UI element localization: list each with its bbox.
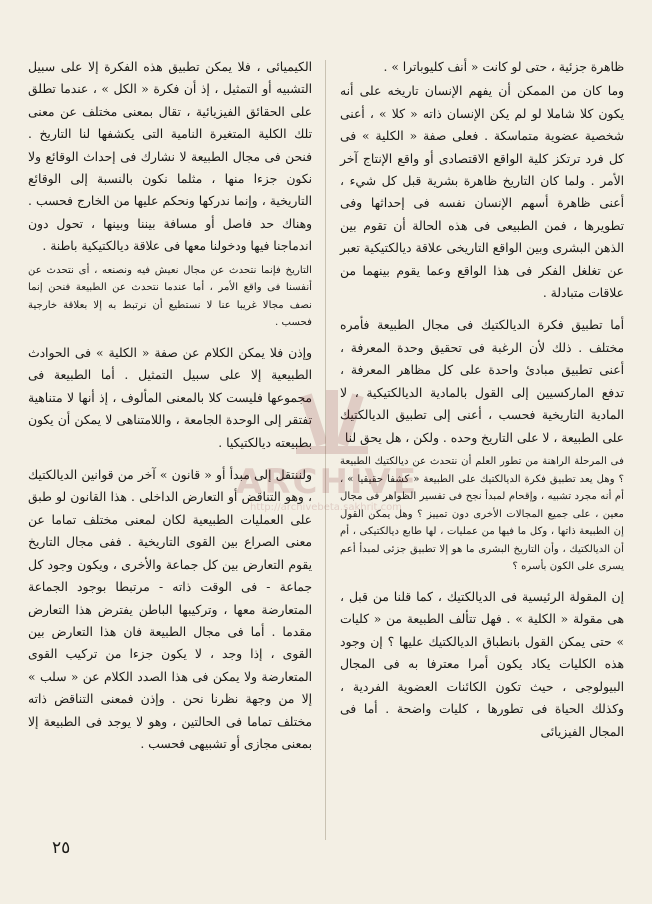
paragraph: أما تطبيق فكرة الديالكتيك فى مجال الطبيعة فأمره مختلف . ذلك لأن الرغبة فى تحقيق وحدة المعرفة ، أعنى تطبيق مبادئ واحدة على كل مظاهر المعرفة ، تدفع الماركسيين إلى القول بالمادية الديالكتيكية ، لا المادية التاريخية فحسب ، أعنى إلى تطبيق الديالكتيك على الطبيعة ، لا على التاريخ وحده . ولكن ، هل يحق لنا [340, 318, 624, 445]
right-column [340, 56, 624, 745]
paragraph: إن المقولة الرئيسية فى الديالكتيك ، كما قلنا من قبل ، هى مقولة « الكلية » . فهل تتألف الطبيعة من « كليات » حتى يمكن القول بانطباق الديالكتيك عليها ؟ إن وجود هذه الكليات يكاد يكون أمرا معترفا به فى المجال البيولوجى ، حيث تكون الكائنات العضوية الفردية ، وكذلك الحياة فى تطورها ، كليات واضحة . أما فى المجال الفيزيائى [340, 590, 624, 739]
footnote-paragraph: فى المرحلة الراهنة من تطور العلم أن نتحدث عن ديالكتيك الطبيعة ؟ وهل يعد تطبيق فكرة الديالكتيك على الطبيعة « كشفا حقيقيا » ، أم أنه مجرد تشبيه ، وإقحام لمبدأ نجح فى تفسير الظواهر فى مجال معين ، على جميع المجالات الأخرى دون تمييز ؟ وهل يمكن القول إن الطبيعة ذاتها ، وكل ما فيها من عمليات ، لها طابع ديالكتيكى ، أم أن الديالكتيك ، وأن التاريخ البشرى ما هو إلا تطبيق جزئى لمبدأ أعم يسرى على الكون بأسره ؟ [340, 455, 624, 573]
left-column [28, 56, 312, 757]
paragraph: ظاهرة جزئية ، حتى لو كانت « أنف كليوباترا » . [383, 60, 624, 74]
column-divider [325, 60, 326, 840]
paragraph: الكيميائى ، فلا يمكن تطبيق هذه الفكرة إلا على سبيل التشبيه أو التمثيل ، إذ أن فكرة « الكل » ، عندما تطلق على الحقائق الفيزيائية ، تقال بمعنى مختلف عن معنى تلك الكلية المتغيرة النامية التى يكشفها لنا التاريخ . فنحن فى مجال الطبيعة لا نشارك فى إحداث الوقائع ولا نكون جزءا منها ، مثلما نكون بالنسبة إلى الوقائع التاريخية ، وإنما ندركها ونحكم عليها من الخارج فحسب . وهناك حد فاصل أو مسافة بيننا وبينها ، تحول دون اندماجنا فيها ودخولنا معها فى علاقة ديالكتيكية باطنة . [28, 60, 312, 254]
watermark-title: ARCHIVE [236, 462, 419, 502]
paragraph: وما كان من الممكن أن يفهم الإنسان تاريخه على أنه يكون كلا شاملا لو لم يكن الإنسان ذاته « كلا » ، أعنى شخصية عضوية متماسكة . فعلى صفة « الكلية » فى كل فرد ترتكز كلية الواقع الاقتصادى أو واقع الإنتاج آخر الأمر . ولما كان التاريخ ظاهرة بشرية قبل كل شيء ، أعنى ظاهرة أسهم الإنسان نفسه فى إحداثها وفى تطويرها ، فمن الطبيعى فى هذه الحالة أن تقوم بين الذهن البشرى وبين الواقع التاريخى علاقة ديالكتيكية تعبر عن تغلغل الفكر فى هذا الواقع وعما يقوم بينهما من علاقات متبادلة . [340, 84, 624, 301]
page-number: ٢٥ [52, 838, 71, 858]
paragraph: ولننتقل إلى مبدأ أو « قانون » آخر من قوانين الديالكتيك ، وهو التناقض أو التعارض الداخلى . هذا القانون لو طبق على العمليات الطبيعية لكان لمعنى مختلف تماما عن معنى الصراع بين القوى التاريخية . ففى مجال التاريخ يقوم التعارض بين كل جماعة والأخرى ، ويكون وجود كل جماعة - فى الوقت ذاته - مرتبطا بوجود الجماعة المتعارضة معها ، وتركيبها الباطن يفترض هذا التعارض مقدما . أما فى مجال الطبيعة فان هذا التعارض بين القوى ، إذا وجد ، لا يكون جزءا من تركيب القوى المتعارضة ولا يمكن فى هذا الصدد الكلام عن « سلب » إلا من وجهة نظرنا نحن . وإذن فمعنى التناقض ذاته مختلف تماما فى الحالتين ، وهو لا يوجد فى الطبيعة إلا بمعنى مجازى أو تشبيهى فحسب . [28, 468, 312, 751]
paragraph: وإذن فلا يمكن الكلام عن صفة « الكلية » فى الحوادث الطبيعية إلا على سبيل التمثيل . أما الطبيعة فى مجموعها فليست كلا بالمعنى المألوف ، إذ أنها لا متناهية تفتقر إلى الوحدة الجامعة ، واللامتناهى لا يمكن أن يكون بطبيعته ديالكتيكيا . [28, 346, 312, 450]
footnote-paragraph: التاريخ فإنما نتحدث عن مجال نعيش فيه ونصنعه ، أى نتحدث عن أنفسنا فى واقع الأمر ، أما عندما نتحدث عن الطبيعة فنحن إنما نصف مجالا غريبا عنا لا نستطيع أن نرتبط به إلا بعلاقة خارجية فحسب . [28, 264, 312, 329]
